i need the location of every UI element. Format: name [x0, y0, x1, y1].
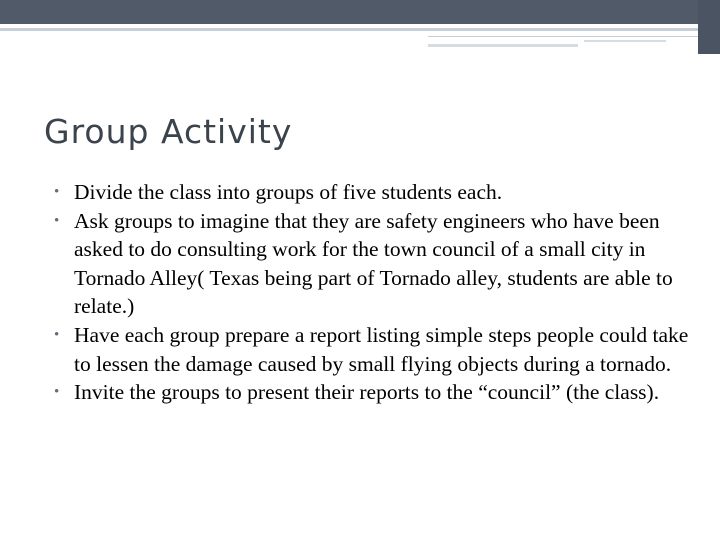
bullet-icon: •	[54, 212, 60, 229]
accent-line	[0, 28, 698, 31]
top-banner	[0, 0, 720, 24]
bullet-item	[52, 321, 692, 378]
bullet-item	[52, 178, 692, 207]
bullet-text: Have each group prepare a report listing simple steps people could take to lessen the damage caused by small flying objects during a tornado.	[74, 322, 689, 376]
bullet-text: Divide the class into groups of five students each.	[74, 180, 503, 204]
accent-line	[428, 44, 578, 47]
accent-line	[584, 40, 666, 42]
bullet-item	[52, 378, 692, 407]
accent-line	[428, 36, 698, 37]
bullet-icon: •	[54, 326, 60, 343]
bullet-text: Ask groups to imagine that they are safety engineers who have been asked to do consulting work for the town council of a small city in Tornado Alley( Texas being part of Tornado alley, students are able to relate.)	[74, 208, 673, 319]
bullet-list	[52, 178, 692, 407]
top-banner-end-block	[698, 0, 720, 54]
bullet-text: Invite the groups to present their reports to the “council” (the class).	[74, 380, 660, 405]
bullet-icon: •	[54, 384, 60, 401]
bullet-icon: •	[54, 184, 60, 200]
slide-title: Group Activity	[44, 112, 293, 151]
bullet-item	[52, 207, 692, 321]
